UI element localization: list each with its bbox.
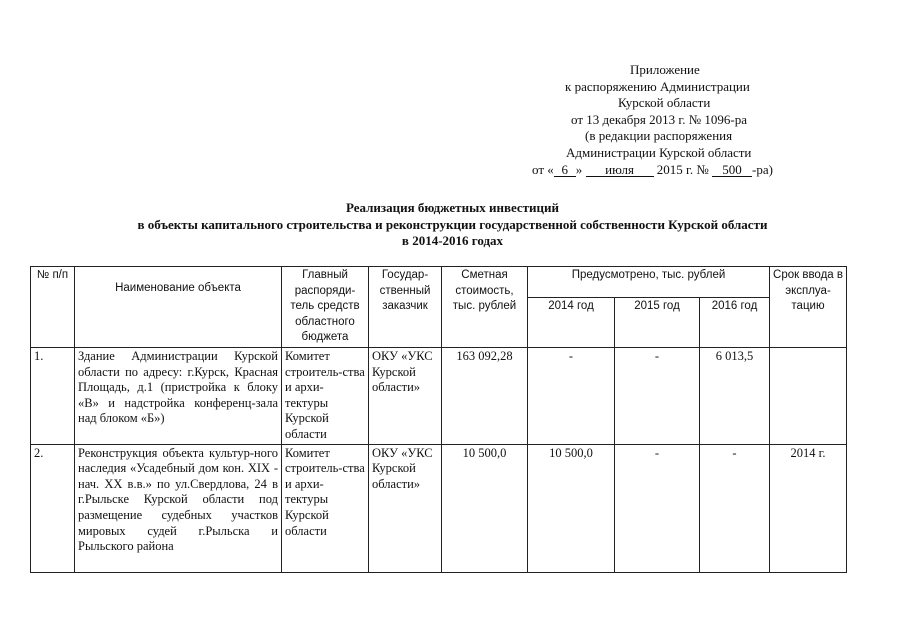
row-2015: -	[615, 347, 700, 444]
row-cost: 10 500,0	[442, 444, 528, 572]
title-line: в объекты капитального строительства и реконструкции государственной собственности Курской области	[137, 216, 768, 232]
header-customer: Государ-ственный заказчик	[369, 267, 442, 348]
row-2014: 10 500,0	[528, 444, 615, 572]
header-term: Срок ввода в эксплуа-тацию	[770, 267, 847, 348]
row-2014: -	[528, 347, 615, 444]
row-num: 1.	[31, 347, 75, 444]
row-2016: 6 013,5	[700, 347, 770, 444]
date-quote: »	[575, 161, 583, 177]
header-name: Наименование объекта	[75, 267, 282, 348]
date-month: июля	[586, 164, 654, 177]
header-cost: Сметная стоимость, тыс. рублей	[442, 267, 528, 348]
date-year: 2015 г. №	[656, 161, 709, 177]
order-suffix: -ра)	[752, 161, 773, 177]
appendix-line: к распоряжению Администрации	[565, 78, 750, 94]
header-2014: 2014 год	[528, 298, 615, 348]
appendix-line: Курской области	[618, 95, 711, 111]
appendix-line: Приложение	[630, 62, 700, 77]
table-row	[31, 347, 847, 444]
table-row	[31, 444, 847, 572]
row-name: Реконструкция объекта культур-ного наследия «Усадебный дом кон. XIX - нач. XX в.в.» по ул.Свердлова, 24 в г.Рыльске Курской области под размещение судебных участков мировых судей г.Рыльска и Рыльского района	[75, 444, 282, 572]
title-line: в 2014-2016 годах	[401, 233, 504, 248]
appendix-line: (в редакции распоряжения	[585, 128, 733, 144]
appendix-line: от 13 декабря 2013 г. № 1096-ра	[571, 111, 747, 127]
row-name: Здание Администрации Курской области по адресу: г.Курск, Красная Площадь, д.1 (пристройка к блоку «В» и надстройка конференц-зала над блоком «Б»)	[75, 347, 282, 444]
header-row	[31, 267, 847, 298]
row-term: 2014 г.	[770, 444, 847, 572]
title-line: Реализация бюджетных инвестиций	[345, 200, 560, 215]
investment-table	[30, 266, 847, 573]
date-prefix: от «	[532, 161, 554, 177]
row-term	[770, 347, 847, 444]
row-customer: ОКУ «УКС Курской области»	[369, 347, 442, 444]
date-day: 6	[554, 164, 576, 177]
document-title	[30, 200, 875, 250]
row-num: 2.	[31, 444, 75, 572]
header-num: № п/п	[31, 267, 75, 348]
row-cost: 163 092,28	[442, 347, 528, 444]
row-manager: Комитет строитель-ства и архи-тектуры Курской области	[282, 444, 369, 572]
header-manager: Главный распоряди-тель средств областного бюджета	[282, 267, 369, 348]
row-2015: -	[615, 444, 700, 572]
header-2015: 2015 год	[615, 298, 700, 348]
header-planned: Предусмотрено, тыс. рублей	[528, 267, 770, 298]
appendix-block	[500, 62, 860, 178]
row-manager: Комитет строитель-ства и архи-тектуры Курской области	[282, 347, 369, 444]
header-2016: 2016 год	[700, 298, 770, 348]
order-number: 500	[712, 164, 752, 177]
row-2016: -	[700, 444, 770, 572]
row-customer: ОКУ «УКС Курской области»	[369, 444, 442, 572]
appendix-line: Администрации Курской области	[566, 144, 752, 160]
amendment-date-line	[500, 162, 860, 179]
